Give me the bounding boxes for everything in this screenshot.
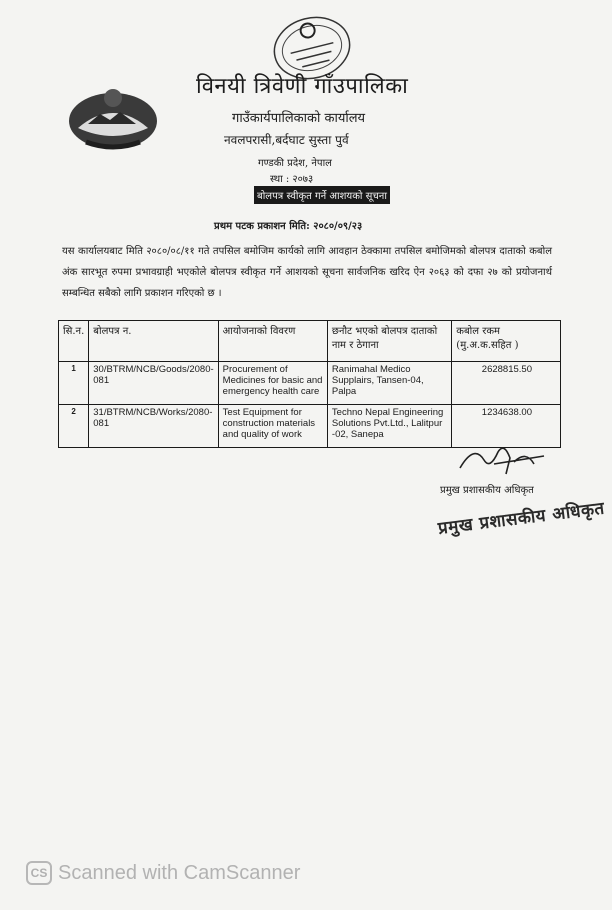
row-bidder: Techno Nepal Engineering Solutions Pvt.Ltd., Lalitpur -02, Sanepa	[327, 405, 451, 448]
nepal-emblem-icon	[66, 84, 160, 154]
established-line: स्था : २०७३	[270, 174, 314, 185]
header-bidder: छनौट भएको बोलपत्र दाताको नाम र ठेगाना	[327, 321, 451, 362]
row-amount: 1234638.00	[452, 405, 561, 448]
camscanner-logo-icon: CS	[26, 861, 52, 885]
table-row	[59, 362, 561, 405]
row-sn: 1	[59, 362, 89, 405]
header-sn: सि.न.	[59, 321, 89, 362]
row-amount: 2628815.50	[452, 362, 561, 405]
publication-date: प्रथम पटक प्रकाशन मिति: २०८०/०९/२३	[214, 221, 363, 232]
row-bidder: Ranimahal Medico Supplairs, Tansen-04, Palpa	[327, 362, 451, 405]
office-name: गाउँकार्यपालिकाको कार्यालय	[232, 111, 366, 126]
bid-table	[58, 320, 561, 448]
header-amount: कबोल रकम (मु.अ.क.सहित )	[452, 321, 561, 362]
scanner-watermark: Scanned with CamScanner	[58, 862, 301, 884]
row-bid-no: 31/BTRM/NCB/Works/2080-081	[89, 405, 218, 448]
municipality-name: विनयी त्रिवेणी गाँउपालिका	[196, 74, 409, 99]
office-address: नवलपरासी,बर्दघाट सुस्ता पुर्व	[224, 133, 349, 147]
table-header-row	[59, 321, 561, 362]
signature-label: प्रमुख प्रशासकीय अधिकृत	[440, 485, 534, 496]
row-description: Procurement of Medicines for basic and emergency health care	[218, 362, 327, 405]
notice-paragraph: यस कार्यालयबाट मिति २०८०/०८/११ गते तपसिल बमोजिम कार्यको लागि आवहान ठेक्कामा तपसिल बमोजिमको बोलपत्र दाताको कबोल अंक सारभूत रुपमा प्रभावग्राही भएकोले बोलपत्र स्वीकृत गर्ने आशयको सूचना सार्वजनिक खरिद ऐन २०६३ को दफा २७ को प्रयोजनार्थ सम्बन्धित सबैको लागि प्रकाशन गरिएको छ ।	[62, 246, 552, 299]
province-line: गण्डकी प्रदेश, नेपाल	[258, 158, 332, 169]
header-bid-no: बोलपत्र न.	[89, 321, 218, 362]
header-description: आयोजनाको विवरण	[218, 321, 327, 362]
notice-title: बोलपत्र स्वीकृत गर्ने आशयको सूचना	[254, 186, 390, 204]
row-description: Test Equipment for construction materials and quality of work	[218, 405, 327, 448]
signature-scribble	[454, 434, 550, 484]
row-bid-no: 30/BTRM/NCB/Goods/2080-081	[89, 362, 218, 405]
official-stamp-text: प्रमुख प्रशासकीय अधिकृत	[436, 498, 606, 539]
row-sn: 2	[59, 405, 89, 448]
